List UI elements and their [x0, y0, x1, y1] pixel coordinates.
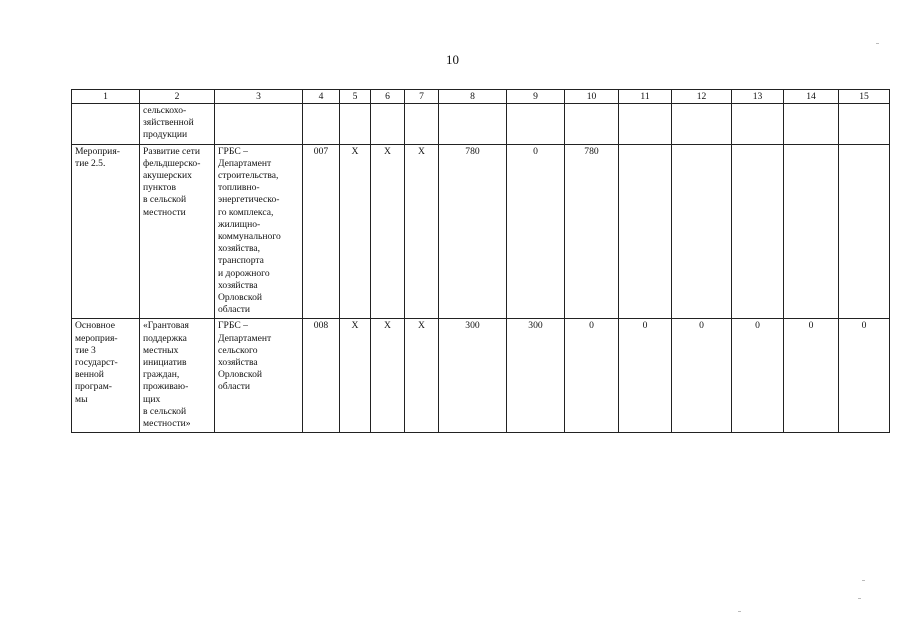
cell-col-8: 780: [439, 144, 507, 319]
col-header-10: 10: [565, 90, 619, 104]
table-header-row: [72, 90, 890, 104]
col-header-1: 1: [72, 90, 140, 104]
cell-col-9: 300: [507, 319, 565, 433]
row-title: сельскохо- зяйственной продукции: [140, 104, 215, 145]
cell-col-8: [439, 104, 507, 145]
page-number: 10: [446, 52, 459, 67]
cell-col-7: Х: [405, 319, 439, 433]
table-row: [72, 319, 890, 433]
row-name: [72, 104, 140, 145]
cell-col-11: [619, 144, 672, 319]
cell-col-5: [340, 104, 371, 145]
table-row: [72, 144, 890, 319]
col-header-12: 12: [672, 90, 732, 104]
cell-col-13: [732, 144, 784, 319]
cell-col-7: Х: [405, 144, 439, 319]
cell-col-7: [405, 104, 439, 145]
col-header-6: 6: [371, 90, 405, 104]
col-header-9: 9: [507, 90, 565, 104]
cell-col-14: 0: [784, 319, 839, 433]
col-header-11: 11: [619, 90, 672, 104]
cell-col-6: Х: [371, 319, 405, 433]
cell-col-11: 0: [619, 319, 672, 433]
cell-col-15: [839, 104, 890, 145]
cell-col-10: [565, 104, 619, 145]
cell-col-6: [371, 104, 405, 145]
cell-col-10: 780: [565, 144, 619, 319]
row-name: Основное мероприя- тие 3 государст- венной програм- мы: [72, 319, 140, 433]
col-header-7: 7: [405, 90, 439, 104]
cell-col-12: [672, 144, 732, 319]
row-name: Мероприя- тие 2.5.: [72, 144, 140, 319]
cell-col-4: 007: [303, 144, 340, 319]
col-header-13: 13: [732, 90, 784, 104]
cell-col-14: [784, 104, 839, 145]
col-header-2: 2: [140, 90, 215, 104]
col-header-15: 15: [839, 90, 890, 104]
cell-col-13: 0: [732, 319, 784, 433]
cell-col-5: Х: [340, 144, 371, 319]
cell-col-5: Х: [340, 319, 371, 433]
scan-speck: [876, 43, 879, 44]
row-executor: ГРБС – Департамент строительства, топливно- энергетическо- го комплекса, жилищно- коммунального хозяйства, транспорта и дорожного хозяйства Орловской области: [215, 144, 303, 319]
scan-speck: [862, 580, 865, 581]
cell-col-10: 0: [565, 319, 619, 433]
row-title: «Грантовая поддержка местных инициатив граждан, проживаю- щих в сельской местности»: [140, 319, 215, 433]
row-title: Развитие сети фельдшерско- акушерских пунктов в сельской местности: [140, 144, 215, 319]
scan-speck: [858, 598, 861, 599]
cell-col-12: [672, 104, 732, 145]
cell-col-14: [784, 144, 839, 319]
cell-col-11: [619, 104, 672, 145]
cell-col-15: [839, 144, 890, 319]
col-header-3: 3: [215, 90, 303, 104]
cell-col-8: 300: [439, 319, 507, 433]
col-header-5: 5: [340, 90, 371, 104]
cell-col-9: [507, 104, 565, 145]
cell-col-4: 008: [303, 319, 340, 433]
budget-table: [71, 89, 890, 433]
row-executor: ГРБС – Департамент сельского хозяйства Орловской области: [215, 319, 303, 433]
cell-col-4: [303, 104, 340, 145]
cell-col-6: Х: [371, 144, 405, 319]
cell-col-13: [732, 104, 784, 145]
cell-col-12: 0: [672, 319, 732, 433]
col-header-4: 4: [303, 90, 340, 104]
col-header-8: 8: [439, 90, 507, 104]
scan-speck: [738, 611, 741, 612]
cell-col-9: 0: [507, 144, 565, 319]
row-executor: [215, 104, 303, 145]
table-row: [72, 104, 890, 145]
cell-col-15: 0: [839, 319, 890, 433]
col-header-14: 14: [784, 90, 839, 104]
